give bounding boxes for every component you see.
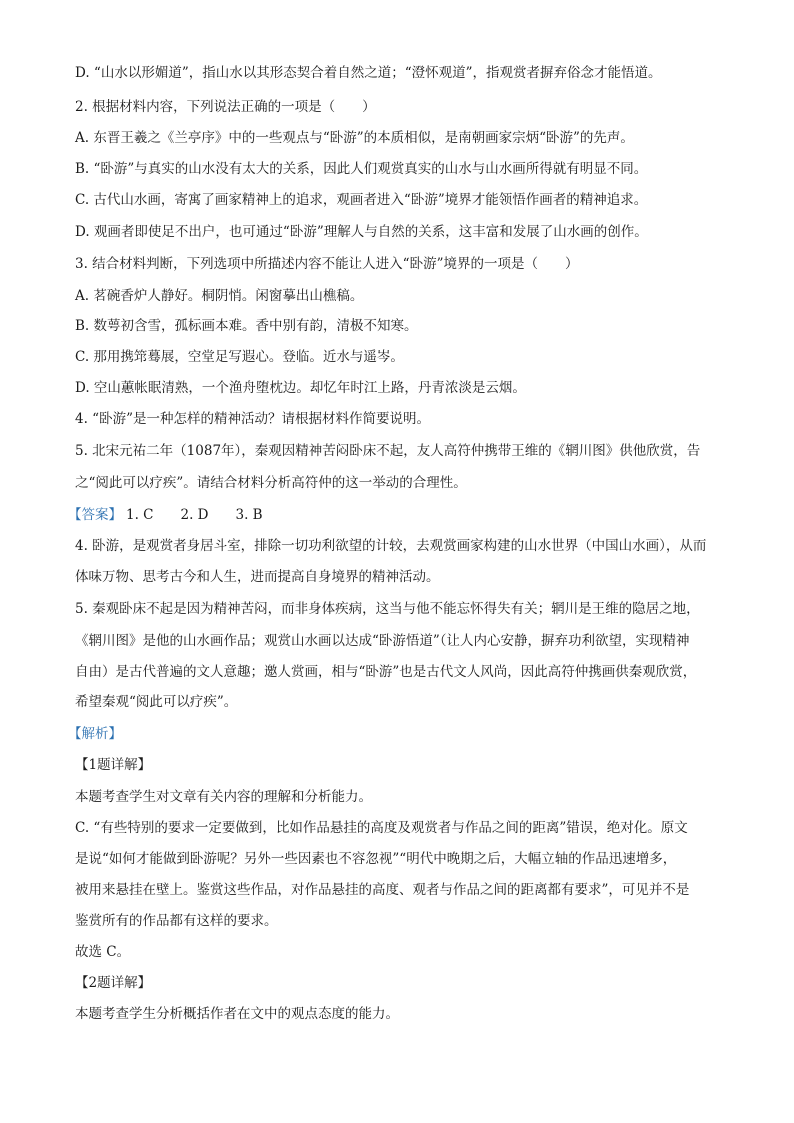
question-5-line-2: 之“阅此可以疗疾”。请结合材料分析高符仲的这一举动的合理性。 xyxy=(75,475,467,491)
option-b-q2: B. “卧游”与真实的山水没有太大的关系，因此人们观赏真实的山水与山水画所得就有明显不同。 xyxy=(75,161,648,177)
detail-1-heading: 【1题详解】 xyxy=(75,757,152,773)
question-5-line-1: 5. 北宋元祐二年（1087年），秦观因精神苦闷卧床不起，友人高符仲携带王维的《辋川图》供他欣赏，告 xyxy=(75,443,701,459)
detail-1-line-5: 鉴赏所有的作品都有这样的要求。 xyxy=(75,913,278,929)
detail-1-line-4: 被用来悬挂在壁上。鉴赏这些作品，对作品悬挂的高度、观者与作品之间的距离都有要求”，可见并不是 xyxy=(75,882,690,898)
question-3: 3. 结合材料判断，下列选项中所描述内容不能让人进入“卧游”境界的一项是（ ） xyxy=(75,256,579,272)
option-a-q2: A. 东晋王羲之《兰亭序》中的一些观点与“卧游”的本质相似，是南朝画家宗炳“卧游”的先声。 xyxy=(75,130,634,146)
option-d-q2: D. 观画者即使足不出户，也可通过“卧游”理解人与自然的关系，这丰富和发展了山水画的创作。 xyxy=(75,224,648,240)
answer-values: 1. C 2. D 3. B xyxy=(126,507,263,523)
answer-label: 【答案】 xyxy=(68,507,122,523)
answer-5-line-2: 《辋川图》是他的山水画作品；观赏山水画以达成“卧游悟道”（让人内心安静，摒弃功利欲望，实现精神 xyxy=(75,633,690,649)
option-d-q1: D. “山水以形媚道”，指山水以其形态契合着自然之道；“澄怀观道”，指观赏者摒弃俗念才能悟道。 xyxy=(75,65,662,81)
detail-2-heading: 【2题详解】 xyxy=(75,975,152,991)
answer-4-line-2: 体味万物、思考古今和人生，进而提高自身境界的精神活动。 xyxy=(75,569,440,585)
detail-1-line-2: C. “有些特别的要求一定要做到，比如作品悬挂的高度及观赏者与作品之间的距离”错误，绝对化。原文 xyxy=(75,820,688,836)
option-c-q3: C. 那用携筇蓦展，空堂足写遐心。登临。近水与遥岑。 xyxy=(75,349,404,365)
option-b-q3: B. 数萼初含雪，孤标画本难。香中别有韵，清极不知寒。 xyxy=(75,318,418,334)
option-a-q3: A. 茗碗香炉人静好。桐阴悄。闲窗摹出山樵稿。 xyxy=(75,288,364,304)
question-2: 2. 根据材料内容，下列说法正确的一项是（ ） xyxy=(75,99,376,115)
answer-5-line-4: 希望秦观“阅此可以疗疾”。 xyxy=(75,694,238,710)
detail-1-conclusion: 故选 C。 xyxy=(75,944,131,960)
detail-1-line-1: 本题考查学生对文章有关内容的理解和分析能力。 xyxy=(75,789,372,805)
answer-5-line-3: 自由）是古代普遍的文人意趣；邀人赏画，相与“卧游”也是古代文人风尚，因此高符仲携画供秦观欣赏， xyxy=(75,664,697,680)
option-d-q3: D. 空山蕙帐眠清熟，一个渔舟堕枕边。却忆年时江上路，丹青浓淡是云烟。 xyxy=(75,380,526,396)
option-c-q2: C. 古代山水画，寄寓了画家精神上的追求，观画者进入“卧游”境界才能领悟作画者的精神追求。 xyxy=(75,192,648,208)
analysis-label: 【解析】 xyxy=(68,726,122,742)
detail-1-line-3: 是说“如何才能做到卧游呢？另外一些因素也不容忽视”“明代中晚期之后，大幅立轴的作品迅速增多， xyxy=(75,851,677,867)
detail-2-line-1: 本题考查学生分析概括作者在文中的观点态度的能力。 xyxy=(75,1006,399,1022)
question-4: 4. “卧游”是一种怎样的精神活动？请根据材料作简要说明。 xyxy=(75,411,430,427)
answer-4-line-1: 4. 卧游，是观赏者身居斗室，排除一切功利欲望的计较，去观赏画家构建的山水世界（中国山水画），从而 xyxy=(75,538,707,554)
answer-line xyxy=(68,505,263,525)
answer-5-line-1: 5. 秦观卧床不起是因为精神苦闷，而非身体疾病，这当与他不能忘怀得失有关；辋川是王维的隐居之地， xyxy=(75,601,700,617)
